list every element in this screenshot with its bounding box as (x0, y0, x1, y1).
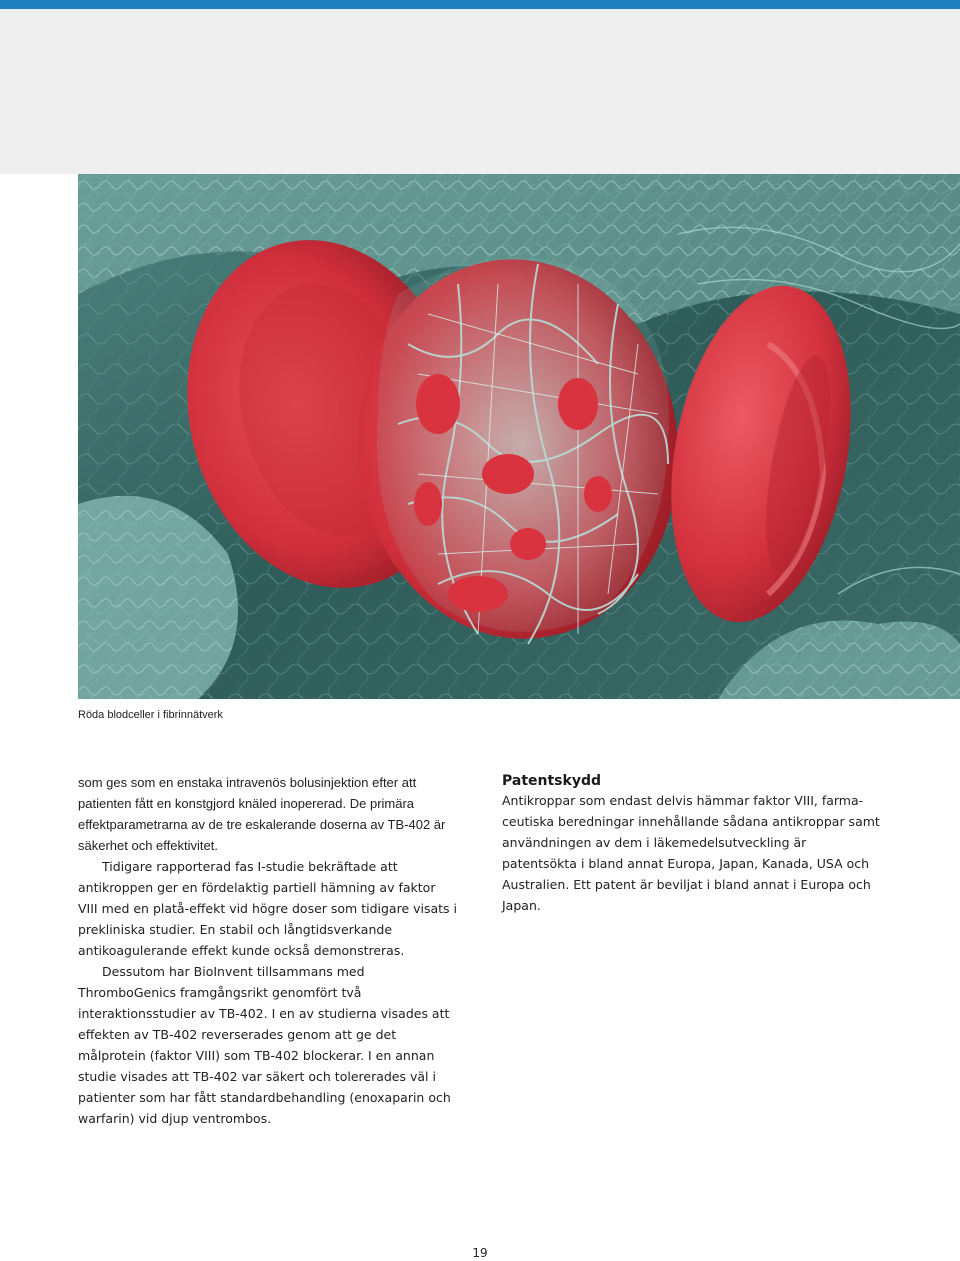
blood-cells-illustration (78, 174, 960, 699)
photo-caption: Röda blodceller i fibrinnätverk (78, 709, 223, 721)
blood-cells-photo (78, 174, 960, 699)
top-grey-band (0, 9, 960, 174)
body-paragraph: Antikroppar som endast delvis hämmar faktor VIII, farma-ceutiska beredningar innehållande sådana antikroppar samt användningen av dem i läkemedelsutveckling är patentsökta i bland annat Europa, Japan, Kanada, USA och Australien. Ett patent är beviljat i bland annat i Europa och Japan. (502, 793, 880, 913)
top-accent-rule (0, 0, 960, 9)
body-paragraph: Dessutom har BioInvent tillsammans med ThromboGenics framgångsrikt genomfört två interaktionsstudier av TB-402. I en av studierna visades att effekten av TB-402 reverserades genom att ge det målprotein (faktor VIII) som TB-402 blockerar. I en annan studie visades att TB-402 var säkert och tolererades väl i patienter som har fått standardbehandling (enoxaparin och warfarin) vid djup ventrombos. (78, 964, 451, 1126)
page-number: 19 (472, 1246, 488, 1260)
section-heading: Patentskydd (502, 773, 601, 789)
left-column (78, 772, 458, 1129)
body-paragraph: Tidigare rapporterad fas I-studie bekräftade att antikroppen ger en fördelaktig partiell hämning av faktor VIII med en platå-effekt vid högre doser som tidigare visats i prekliniska studier. En stabil och långtidsverkande antikoagulerande effekt kunde också demonstreras. (78, 859, 458, 958)
body-paragraph: som ges som en enstaka intravenös bolusinjektion efter att patienten fått en konstgjord knäled inopererad. De primära effektparametrarna av de tre eskalerande doserna av TB-402 är säkerhet och effektivitet. (78, 775, 446, 853)
right-column (502, 772, 884, 916)
